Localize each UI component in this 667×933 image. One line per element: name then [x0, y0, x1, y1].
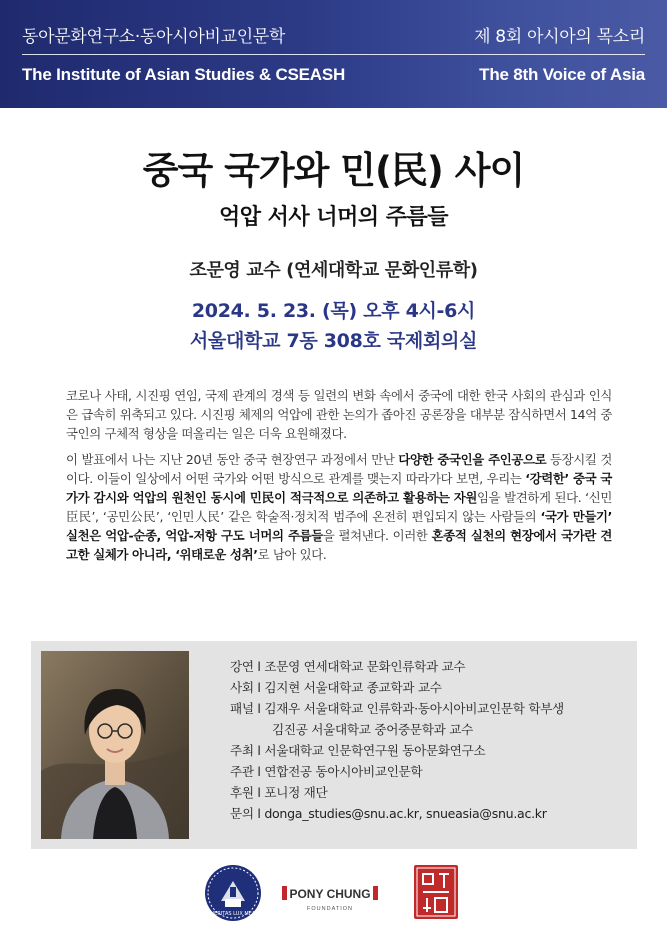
svg-text:PONY CHUNG: PONY CHUNG — [289, 887, 371, 901]
event-details — [230, 656, 564, 824]
panel-credit-2: 김진공 서울대학교 중어중문학과 교수 — [272, 722, 473, 737]
pony-chung-foundation-logo — [282, 884, 378, 914]
sponsor-logos — [0, 858, 667, 928]
org-name-en: The Institute of Asian Studies & CSEASH — [22, 65, 346, 84]
text-run: 임을 발견하게 된다. ‘신민臣民’, ‘공민公民’, ‘인민人民’ 같은 학술적·정치적 범주에 온전히 편입되지 않는 사람들의 — [66, 490, 612, 524]
org-name-ko: 동아문화연구소·동아시아비교인문학 — [22, 27, 286, 47]
snu-emblem-icon — [203, 863, 263, 923]
abstract-paragraph-1: 코로나 사태, 시진핑 연임, 국제 관계의 경색 등 일련의 변화 속에서 중국에 대한 한국 사회의 관심과 인식은 급속히 위축되고 있다. 시진핑 체제의 억압에 관한 논의가 좁아진 공론장을 대부분 잠식하면서 14억 중국인의 구체적 형상을 떠올리는 일은 더욱 요원해졌다. — [66, 388, 612, 441]
abstract-paragraph-2 — [66, 450, 612, 564]
emphasis: ‘강력한’ 중국 국가가 감시와 억압의 원천인 동시에 민民이 적극적으로 의존하고 활용하는 자원 — [66, 471, 612, 505]
header-divider — [22, 54, 645, 55]
svg-text:VERITAS LUX MEA: VERITAS LUX MEA — [210, 911, 256, 917]
speaker-line: 조문영 교수 (연세대학교 문화인류학) — [189, 260, 478, 281]
series-name-ko: 제 8회 아시아의 목소리 — [474, 27, 645, 47]
event-venue: 서울대학교 7동 308호 국제회의실 — [189, 330, 478, 352]
abstract — [66, 386, 612, 571]
moderator-credit: 사회 l 김지현 서울대학교 종교학과 교수 — [230, 680, 442, 695]
institute-seal-icon — [413, 864, 459, 920]
series-name-en: The 8th Voice of Asia — [479, 65, 645, 84]
emphasis: ‘국가 만들기’ 실천은 억압-순종, 억압-저항 구도 너머의 주름들 — [66, 509, 612, 543]
emphasis: 혼종적 실천의 현장에서 국가란 견고한 실체가 아니라, ‘위태로운 성취’ — [66, 528, 612, 562]
panel-credit-1: 패널 l 김재우 서울대학교 인류학과·동아시아비교인문학 학부생 — [230, 701, 564, 716]
host-credit: 주최 l 서울대학교 인문학연구원 동아문화연구소 — [230, 743, 486, 758]
speaker-photo — [41, 651, 189, 839]
header-banner — [0, 0, 667, 108]
lecture-title: 중국 국가와 민(民) 사이 — [142, 149, 525, 192]
lecture-credit: 강연 l 조문영 연세대학교 문화인류학과 교수 — [230, 659, 466, 674]
text-run: 이 발표에서 나는 지난 20년 동안 중국 현장연구 과정에서 만난 — [66, 452, 399, 467]
contact-info: 문의 l donga_studies@snu.ac.kr, snueasia@snu.ac.kr — [230, 806, 547, 821]
lecture-subtitle: 억압 서사 너머의 주름들 — [219, 205, 448, 230]
text-run: 로 남아 있다. — [257, 547, 327, 562]
text-run: 을 펼쳐낸다. 이러한 — [322, 528, 432, 543]
sponsor-credit: 후원 l 포니정 재단 — [230, 785, 328, 800]
text-run: 등장시킬 것이다. 이들이 일상에서 어떤 국가와 어떤 방식으로 관계를 맺는지 따라가다 보면, 우리는 — [66, 452, 612, 486]
emphasis: 다양한 중국인을 주인공으로 — [398, 452, 547, 467]
svg-text:FOUNDATION: FOUNDATION — [307, 906, 353, 912]
event-date: 2024. 5. 23. (목) 오후 4시-6시 — [191, 300, 476, 322]
organizer-credit: 주관 l 연합전공 동아시아비교인문학 — [230, 764, 423, 779]
